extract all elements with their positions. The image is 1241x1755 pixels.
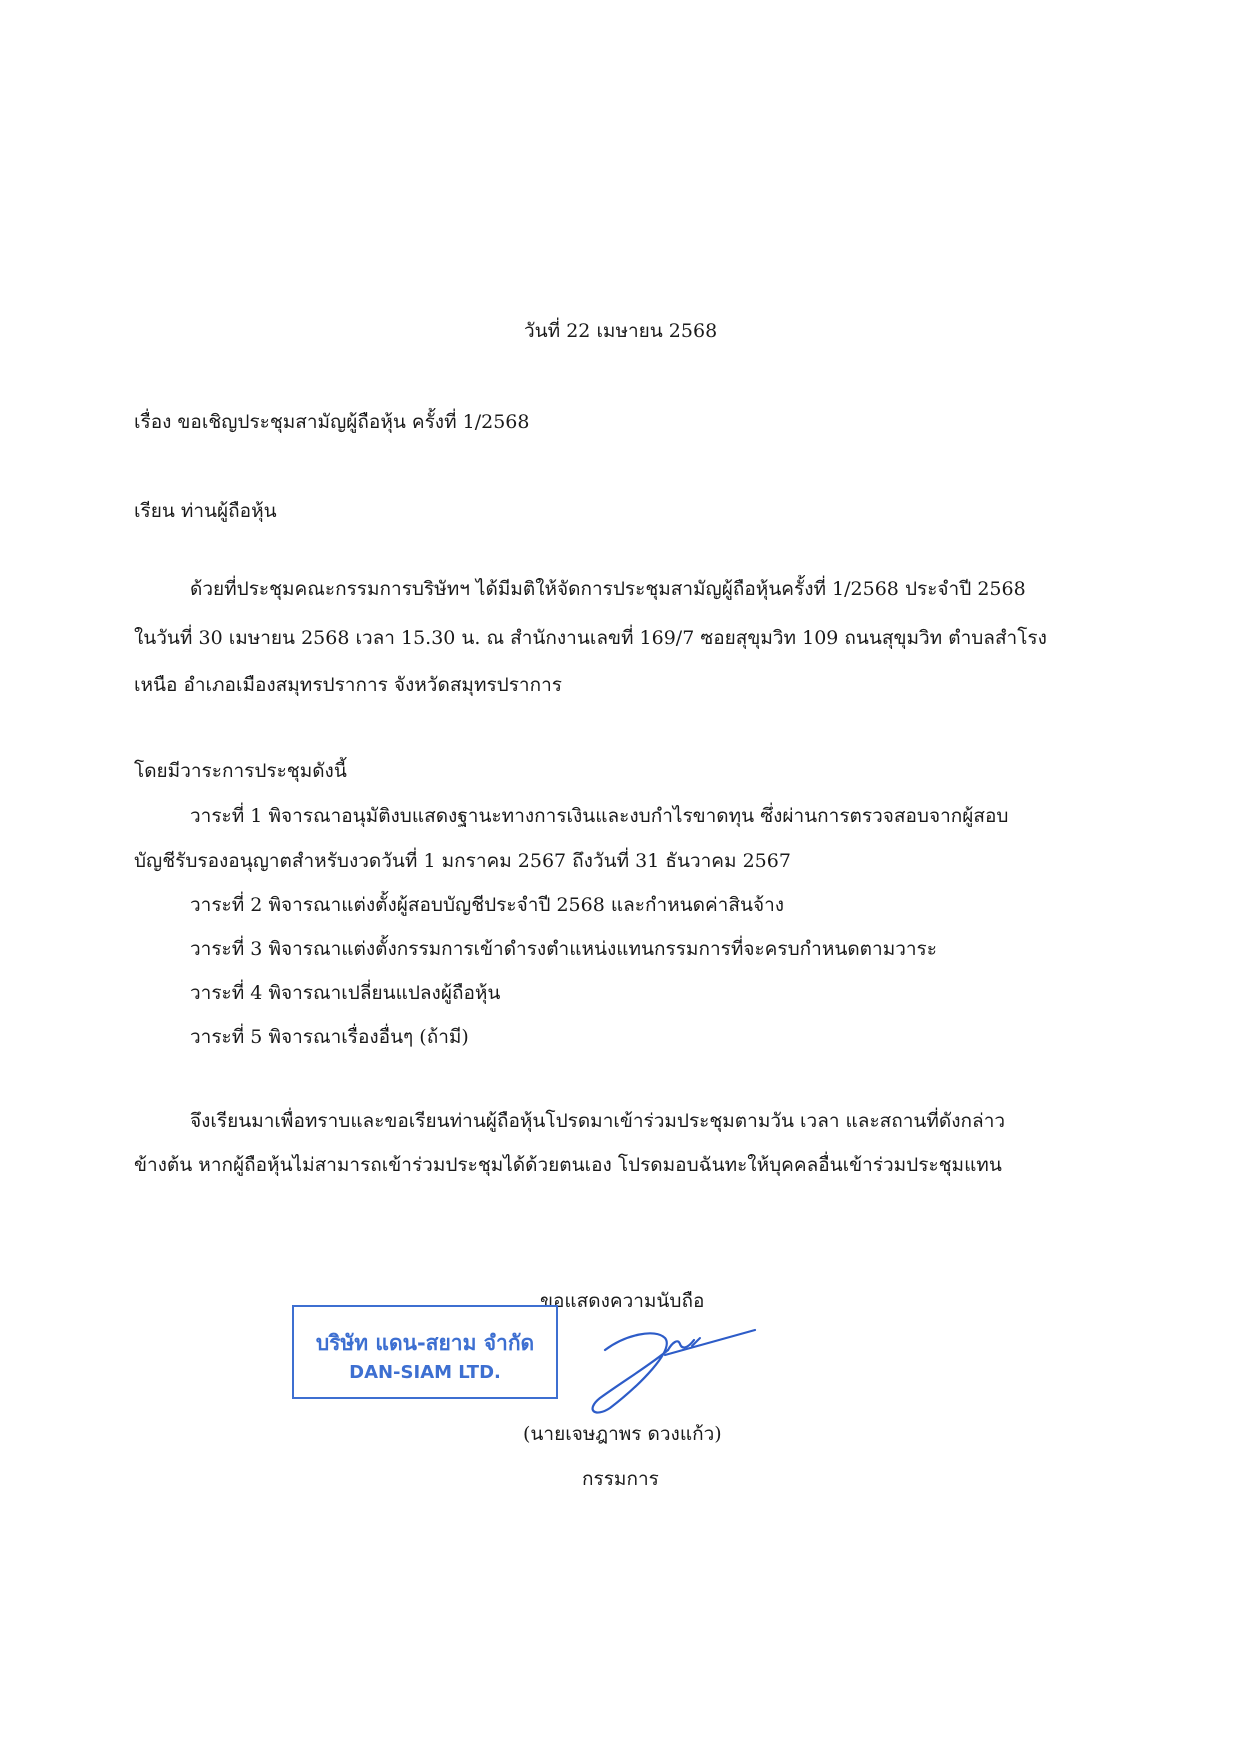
agenda-line: วาระที่ 2 พิจารณาแต่งตั้งผู้สอบบัญชีประจำปี 2568 และกำหนดค่าสินจ้าง — [190, 894, 785, 916]
agenda-line: บัญชีรับรองอนุญาตสำหรับงวดวันที่ 1 มกราคม 2567 ถึงวันที่ 31 ธันวาคม 2567 — [134, 850, 791, 872]
signature — [580, 1310, 760, 1420]
conclusion-line: จึงเรียนมาเพื่อทราบและขอเรียนท่านผู้ถือหุ้นโปรดมาเข้าร่วมประชุมตามวัน เวลา และสถานที่ดังกล่าว — [190, 1110, 1006, 1132]
body-line: ในวันที่ 30 เมษายน 2568 เวลา 15.30 น. ณ สำนักงานเลขที่ 169/7 ซอยสุขุมวิท 109 ถนนสุขุมวิท ตำบลสำโรง — [134, 627, 1047, 649]
conclusion-line: ข้างต้น หากผู้ถือหุ้นไม่สามารถเข้าร่วมประชุมได้ด้วยตนเอง โปรดมอบฉันทะให้บุคคลอื่นเข้าร่วมประชุมแทน — [134, 1154, 1002, 1176]
letter-salutation: เรียน ท่านผู้ถือหุ้น — [134, 500, 277, 522]
letter-subject: เรื่อง ขอเชิญประชุมสามัญผู้ถือหุ้น ครั้งที่ 1/2568 — [134, 411, 530, 433]
body-line: เหนือ อำเภอเมืองสมุทรปราการ จังหวัดสมุทรปราการ — [134, 674, 562, 696]
agenda-line: วาระที่ 4 พิจารณาเปลี่ยนแปลงผู้ถือหุ้น — [190, 982, 501, 1004]
agenda-intro: โดยมีวาระการประชุมดังนี้ — [134, 760, 347, 782]
closing-text: ขอแสดงความนับถือ — [540, 1290, 705, 1312]
signer-name: (นายเจษฎาพร ดวงแก้ว) — [523, 1423, 722, 1445]
agenda-line: วาระที่ 3 พิจารณาแต่งตั้งกรรมการเข้าดำรงตำแหน่งแทนกรรมการที่จะครบกำหนดตามวาระ — [190, 938, 937, 960]
agenda-line: วาระที่ 5 พิจารณาเรื่องอื่นๆ (ถ้ามี) — [190, 1026, 469, 1048]
letter-date: วันที่ 22 เมษายน 2568 — [524, 320, 718, 342]
signer-title: กรรมการ — [582, 1468, 659, 1490]
stamp-name-en: DAN-SIAM LTD. — [349, 1362, 501, 1383]
company-stamp — [292, 1305, 558, 1399]
body-line: ด้วยที่ประชุมคณะกรรมการบริษัทฯ ได้มีมติให้จัดการประชุมสามัญผู้ถือหุ้นครั้งที่ 1/2568 ประจำปี 2568 — [190, 578, 1026, 600]
stamp-name-th: บริษัท แดน-สยาม จำกัด — [315, 1331, 535, 1355]
agenda-line: วาระที่ 1 พิจารณาอนุมัติงบแสดงฐานะทางการเงินและงบกำไรขาดทุน ซึ่งผ่านการตรวจสอบจากผู้สอบ — [190, 805, 1009, 827]
